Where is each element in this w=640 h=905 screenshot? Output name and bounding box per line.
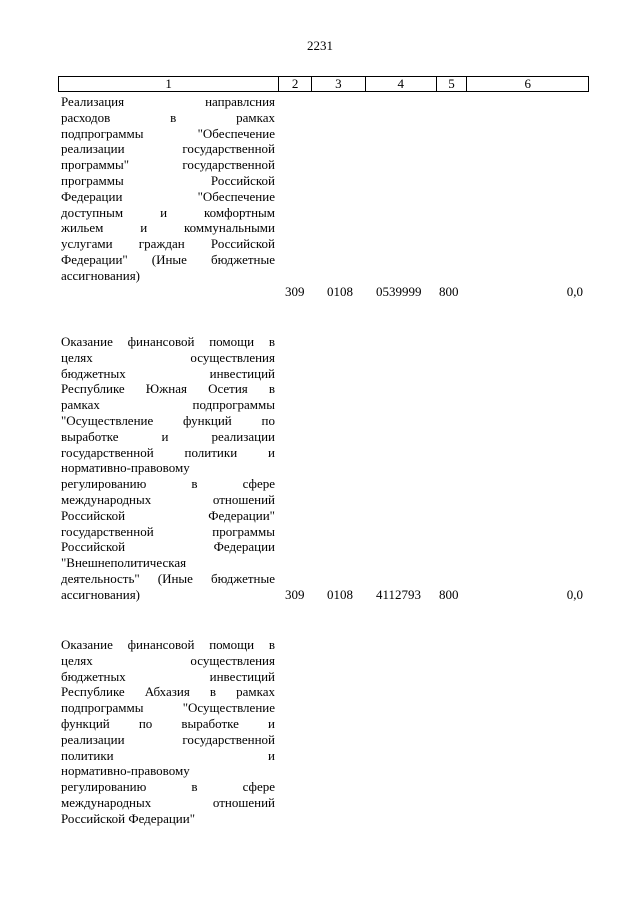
description-line: целях осуществления xyxy=(61,652,275,668)
cell-col2: 309 xyxy=(285,587,305,602)
column-header-5: 5 xyxy=(436,77,467,91)
description-line: ассигнования) xyxy=(61,267,141,283)
column-header-6: 6 xyxy=(466,77,588,91)
table-row-description xyxy=(61,94,275,284)
description-line: "Осуществление функций по xyxy=(61,412,275,428)
description-line: жильем и коммунальными xyxy=(61,220,275,236)
description-line: услугами граждан Российской xyxy=(61,236,275,252)
table-row-values xyxy=(275,587,585,603)
description-line: Республике Абхазия в рамках xyxy=(61,684,275,700)
description-line: Реализация направлсния xyxy=(61,94,275,109)
table-row-values xyxy=(275,284,585,300)
description-line: политики и xyxy=(61,747,275,763)
description-line: регулированию в сфере xyxy=(61,476,275,492)
page-number: 2231 xyxy=(307,38,333,53)
description-line: Российской Федерации" xyxy=(61,507,275,523)
description-line: Оказание финансовой помощи в xyxy=(61,637,275,652)
cell-col2: 309 xyxy=(285,284,305,299)
column-header-3: 3 xyxy=(311,77,365,91)
description-line: доступным и комфортным xyxy=(61,204,275,220)
cell-col3: 0108 xyxy=(327,587,353,602)
description-line: Федерации "Обеспечение xyxy=(61,188,275,204)
column-header-4: 4 xyxy=(365,77,436,91)
description-line: Республике Южная Осетия в xyxy=(61,381,275,397)
description-line: Федерации" (Иные бюджетные xyxy=(61,251,275,267)
cell-col6: 0,0 xyxy=(566,587,583,602)
description-line: государственной политики и xyxy=(61,444,275,460)
column-header-2: 2 xyxy=(278,77,311,91)
description-line: реализации государственной xyxy=(61,731,275,747)
description-line: реализации государственной xyxy=(61,141,275,157)
description-line: программы Российской xyxy=(61,172,275,188)
cell-col4: 4112793 xyxy=(376,587,422,602)
description-line: деятельность" (Иные бюджетные xyxy=(61,570,275,586)
description-line: функций по выработке и xyxy=(61,715,275,731)
description-line: программы" государственной xyxy=(61,157,275,173)
description-line: Российской Федерации" xyxy=(61,810,196,826)
description-line: выработке и реализации xyxy=(61,428,275,444)
description-line: регулированию в сфере xyxy=(61,779,275,795)
description-line: нормативно-правовому xyxy=(61,460,190,476)
description-line: бюджетных инвестиций xyxy=(61,668,275,684)
cell-col4: 0539999 xyxy=(376,284,422,299)
table-row-description xyxy=(61,334,275,603)
description-line: Российской Федерации xyxy=(61,539,275,555)
description-line: международных отношений xyxy=(61,491,275,507)
description-line: государственной программы xyxy=(61,523,275,539)
description-line: ассигнования) xyxy=(61,586,141,602)
description-line: подпрограммы "Осуществление xyxy=(61,700,275,716)
cell-col3: 0108 xyxy=(327,284,353,299)
description-line: нормативно-правовому xyxy=(61,763,190,779)
description-line: международных отношений xyxy=(61,794,275,810)
description-line: "Внешнеполитическая xyxy=(61,555,187,571)
description-line: подпрограммы "Обеспечение xyxy=(61,125,275,141)
description-line: рамках подпрограммы xyxy=(61,397,275,413)
description-line: целях осуществления xyxy=(61,349,275,365)
table-header-row xyxy=(58,76,589,92)
description-line: Оказание финансовой помощи в xyxy=(61,334,275,349)
description-line: бюджетных инвестиций xyxy=(61,365,275,381)
cell-col5: 800 xyxy=(439,284,459,299)
table-row-description xyxy=(61,637,275,827)
description-line: расходов в рамках xyxy=(61,109,275,125)
cell-col5: 800 xyxy=(439,587,459,602)
cell-col6: 0,0 xyxy=(566,284,583,299)
column-header-1: 1 xyxy=(165,76,172,91)
